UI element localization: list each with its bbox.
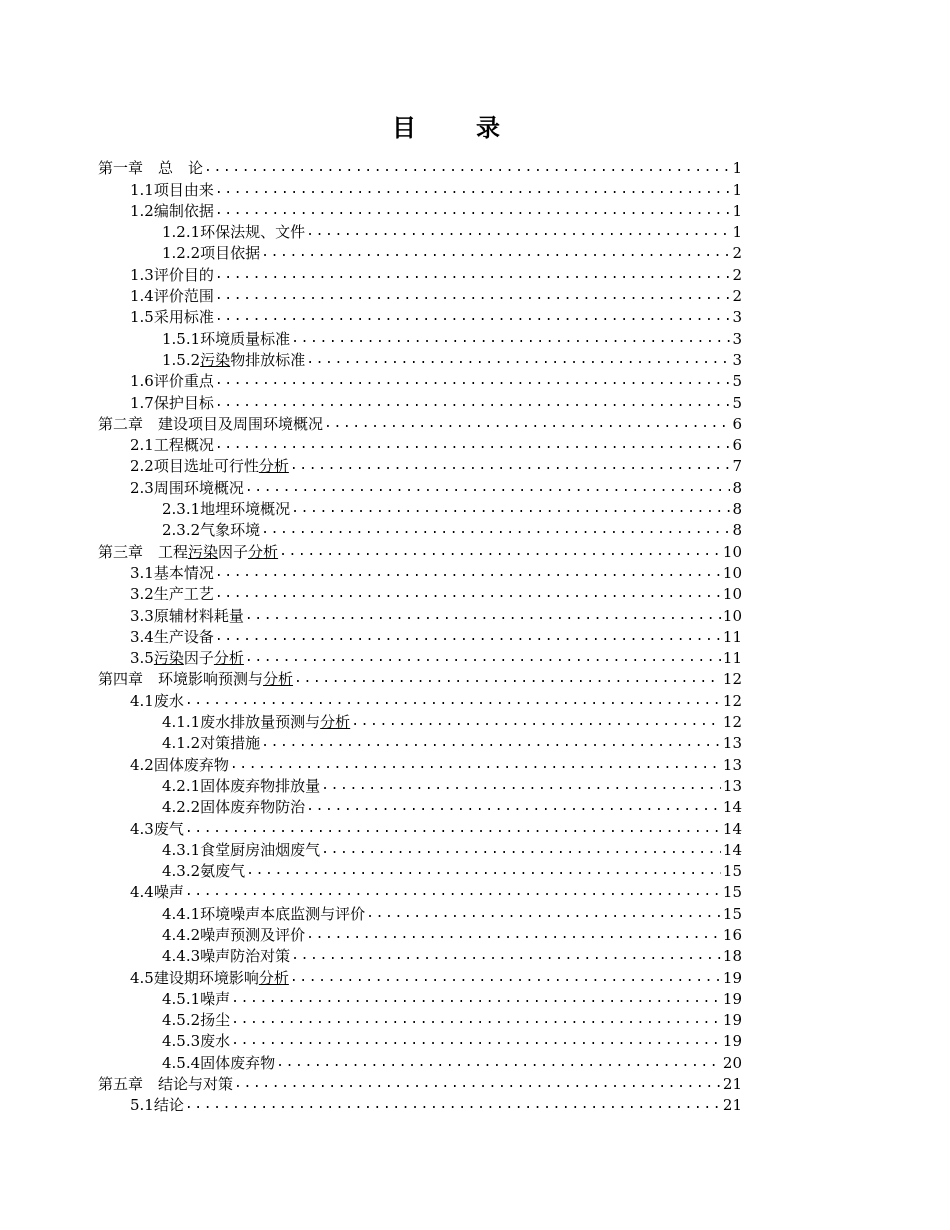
toc-page-number: 1	[732, 201, 742, 220]
toc-entry[interactable]	[98, 646, 742, 667]
toc-leader-dots	[231, 1011, 721, 1029]
toc-entry[interactable]	[98, 731, 742, 752]
toc-entry-label: 1.2.2项目依据	[162, 244, 261, 263]
toc-entry[interactable]	[98, 348, 742, 369]
toc-entry[interactable]	[98, 497, 742, 518]
toc-entry-label: 4.1.1废水排放量预测与分析	[162, 713, 351, 732]
toc-entry-label: 4.4.1环境噪声本底监测与评价	[162, 904, 366, 923]
toc-entry-label: 4.5.1噪声	[162, 989, 231, 1008]
toc-leader-dots	[351, 713, 721, 731]
toc-leader-dots	[230, 756, 721, 774]
toc-page-number: 1	[732, 180, 742, 199]
toc-page-number: 13	[722, 776, 742, 795]
toc-leader-dots	[185, 883, 721, 901]
toc-page-number: 10	[722, 563, 742, 582]
toc-entry[interactable]	[98, 752, 742, 773]
toc-entry[interactable]	[98, 625, 742, 646]
toc-entry[interactable]	[98, 901, 742, 922]
toc-page-number: 3	[732, 329, 742, 348]
toc-entry-label: 第五章 结论与对策	[98, 1075, 234, 1094]
toc-entry[interactable]	[98, 433, 742, 454]
toc-entry[interactable]	[98, 795, 742, 816]
toc-page-number: 19	[722, 989, 742, 1008]
toc-entry[interactable]	[98, 880, 742, 901]
toc-leader-dots	[215, 585, 721, 603]
toc-leader-dots	[291, 500, 730, 518]
toc-page-number: 12	[722, 691, 742, 710]
toc-page-number: 21	[722, 1096, 742, 1115]
toc-leader-dots	[185, 1096, 721, 1114]
toc-entry[interactable]	[98, 199, 742, 220]
toc-leader-dots	[234, 1075, 721, 1093]
toc-entry-label: 1.5.2污染物排放标准	[162, 350, 306, 369]
toc-entry[interactable]	[98, 603, 742, 624]
toc-leader-dots	[215, 372, 731, 390]
toc-leader-dots	[321, 777, 721, 795]
toc-entry-label: 1.6评价重点	[130, 372, 214, 391]
toc-leader-dots	[215, 266, 731, 284]
toc-page-number: 19	[722, 1011, 742, 1030]
toc-entry-label: 4.5.2扬尘	[162, 1011, 231, 1030]
toc-leader-dots	[215, 564, 721, 582]
toc-entry-label: 1.5.1环境质量标准	[162, 329, 291, 348]
toc-entry-label: 1.3评价目的	[130, 265, 214, 284]
table-of-contents	[98, 156, 742, 1114]
toc-entry-label: 4.4.3噪声防治对策	[162, 947, 291, 966]
toc-entry-label: 3.1基本情况	[130, 563, 214, 582]
toc-entry-label: 3.3原辅材料耗量	[130, 606, 244, 625]
toc-entry[interactable]	[98, 390, 742, 411]
toc-leader-dots	[306, 798, 721, 816]
toc-page-number: 6	[732, 414, 742, 433]
toc-entry-label: 4.2固体废弃物	[130, 755, 229, 774]
toc-page-number: 15	[722, 862, 742, 881]
toc-page-number: 1	[732, 159, 742, 178]
toc-entry-label: 4.1废水	[130, 691, 184, 710]
toc-page-number: 8	[732, 521, 742, 540]
toc-entry[interactable]	[98, 177, 742, 198]
toc-entry[interactable]	[98, 987, 742, 1008]
toc-page-number: 10	[722, 542, 742, 561]
toc-leader-dots	[291, 947, 721, 965]
toc-leader-dots	[215, 181, 731, 199]
toc-leader-dots	[215, 308, 731, 326]
toc-leader-dots	[215, 287, 731, 305]
toc-entry[interactable]	[98, 774, 742, 795]
toc-entry-label: 1.1项目由来	[130, 180, 214, 199]
toc-page-number: 12	[722, 670, 742, 689]
toc-page-number: 3	[732, 350, 742, 369]
toc-entry[interactable]	[98, 220, 742, 241]
toc-entry-label: 4.3废气	[130, 819, 184, 838]
toc-entry[interactable]	[98, 838, 742, 859]
toc-entry-label: 4.2.2固体废弃物防治	[162, 798, 306, 817]
toc-leader-dots	[185, 692, 721, 710]
toc-entry[interactable]	[98, 518, 742, 539]
toc-page-number: 10	[722, 606, 742, 625]
toc-entry-label: 1.4评价范围	[130, 287, 214, 306]
toc-page-number: 19	[722, 968, 742, 987]
toc-leader-dots	[215, 436, 731, 454]
toc-page-number: 2	[732, 265, 742, 284]
toc-page-number: 18	[722, 947, 742, 966]
toc-entry[interactable]	[98, 582, 742, 603]
toc-entry[interactable]	[98, 1050, 742, 1071]
toc-leader-dots	[231, 1032, 721, 1050]
toc-entry-label: 1.7保护目标	[130, 393, 214, 412]
toc-page-number: 2	[732, 287, 742, 306]
toc-entry-label: 4.5.4固体废弃物	[162, 1053, 276, 1072]
toc-entry-label: 2.3.1地埋环境概况	[162, 500, 291, 519]
toc-entry-label: 5.1结论	[130, 1096, 184, 1115]
toc-leader-dots	[294, 670, 721, 688]
toc-page-number: 12	[722, 713, 742, 732]
toc-page-number: 2	[732, 244, 742, 263]
toc-entry[interactable]	[98, 241, 742, 262]
toc-leader-dots	[321, 841, 721, 859]
toc-page-number: 13	[722, 734, 742, 753]
toc-leader-dots	[215, 628, 721, 646]
toc-leader-dots	[246, 862, 721, 880]
toc-leader-dots	[279, 543, 721, 561]
toc-entry-label: 4.1.2对策措施	[162, 734, 261, 753]
toc-entry-label: 4.4噪声	[130, 883, 184, 902]
toc-page-number: 8	[732, 500, 742, 519]
toc-entry[interactable]	[98, 667, 742, 688]
toc-entry[interactable]	[98, 262, 742, 283]
toc-leader-dots	[204, 159, 730, 177]
toc-entry[interactable]	[98, 816, 742, 837]
toc-page-number: 14	[722, 819, 742, 838]
toc-leader-dots	[245, 607, 721, 625]
toc-page-number: 11	[722, 649, 742, 668]
toc-title: 目 录	[392, 114, 518, 142]
toc-entry[interactable]	[98, 1072, 742, 1093]
toc-entry[interactable]	[98, 412, 742, 433]
toc-entry[interactable]	[98, 965, 742, 986]
toc-leader-dots	[185, 820, 721, 838]
toc-entry[interactable]	[98, 688, 742, 709]
toc-page-number: 10	[722, 585, 742, 604]
toc-entry-label: 2.1工程概况	[130, 436, 214, 455]
toc-entry-label: 第一章 总 论	[98, 159, 204, 178]
toc-leader-dots	[261, 244, 730, 262]
toc-leader-dots	[306, 351, 730, 369]
toc-entry[interactable]	[98, 944, 742, 965]
toc-entry-label: 1.5采用标准	[130, 308, 214, 327]
toc-page-number: 5	[732, 393, 742, 412]
toc-entry[interactable]	[98, 284, 742, 305]
toc-entry-label: 2.2项目选址可行性分析	[130, 457, 289, 476]
toc-leader-dots	[245, 649, 721, 667]
toc-entry-label: 3.2生产工艺	[130, 585, 214, 604]
toc-entry-label: 4.3.2氨废气	[162, 862, 246, 881]
toc-page-number: 11	[722, 627, 742, 646]
toc-page-number: 13	[722, 755, 742, 774]
toc-page-number: 20	[722, 1053, 742, 1072]
toc-leader-dots	[276, 1054, 721, 1072]
toc-entry[interactable]	[98, 923, 742, 944]
toc-leader-dots	[245, 479, 731, 497]
toc-leader-dots	[215, 394, 731, 412]
toc-leader-dots	[324, 415, 730, 433]
toc-page-number: 16	[722, 925, 742, 944]
toc-entry-label: 1.2编制依据	[130, 201, 214, 220]
toc-page-number: 5	[732, 372, 742, 391]
toc-entry[interactable]	[98, 710, 742, 731]
toc-entry[interactable]	[98, 475, 742, 496]
toc-entry-label: 2.3周围环境概况	[130, 478, 244, 497]
toc-entry-label: 4.2.1固体废弃物排放量	[162, 776, 321, 795]
toc-page-number: 19	[722, 1032, 742, 1051]
toc-page-number: 1	[732, 223, 742, 242]
toc-entry-label: 3.5污染因子分析	[130, 649, 244, 668]
toc-leader-dots	[231, 990, 721, 1008]
toc-entry-label: 1.2.1环保法规、文件	[162, 223, 306, 242]
toc-page-number: 14	[722, 840, 742, 859]
toc-page-number: 21	[722, 1075, 742, 1094]
toc-leader-dots	[261, 521, 730, 539]
toc-leader-dots	[261, 734, 721, 752]
toc-entry[interactable]	[98, 1093, 742, 1114]
toc-entry-label: 4.3.1食堂厨房油烟废气	[162, 840, 321, 859]
toc-page-number: 6	[732, 436, 742, 455]
toc-entry[interactable]	[98, 561, 742, 582]
toc-leader-dots	[306, 926, 721, 944]
toc-page-number: 15	[722, 883, 742, 902]
toc-page-number: 14	[722, 798, 742, 817]
toc-page-number: 7	[732, 457, 742, 476]
toc-entry[interactable]	[98, 454, 742, 475]
toc-entry[interactable]	[98, 326, 742, 347]
toc-leader-dots	[215, 202, 731, 220]
toc-entry[interactable]	[98, 539, 742, 560]
toc-entry[interactable]	[98, 1029, 742, 1050]
toc-leader-dots	[290, 457, 731, 475]
toc-entry-label: 4.5建设期环境影响分析	[130, 968, 289, 987]
toc-leader-dots	[290, 969, 721, 987]
toc-page-number: 3	[732, 308, 742, 327]
toc-entry[interactable]	[98, 369, 742, 390]
toc-page-number: 15	[722, 904, 742, 923]
toc-leader-dots	[291, 330, 730, 348]
toc-entry[interactable]	[98, 305, 742, 326]
toc-entry-label: 4.5.3废水	[162, 1032, 231, 1051]
toc-page-number: 8	[732, 478, 742, 497]
toc-entry-label: 2.3.2气象环境	[162, 521, 261, 540]
toc-entry-label: 4.4.2噪声预测及评价	[162, 925, 306, 944]
toc-entry[interactable]	[98, 156, 742, 177]
toc-entry-label: 第四章 环境影响预测与分析	[98, 670, 294, 689]
toc-entry[interactable]	[98, 859, 742, 880]
toc-leader-dots	[306, 223, 730, 241]
toc-entry-label: 第三章 工程污染因子分析	[98, 542, 279, 561]
toc-entry-label: 3.4生产设备	[130, 627, 214, 646]
toc-entry[interactable]	[98, 1008, 742, 1029]
toc-leader-dots	[366, 905, 721, 923]
toc-entry-label: 第二章 建设项目及周围环境概况	[98, 414, 324, 433]
